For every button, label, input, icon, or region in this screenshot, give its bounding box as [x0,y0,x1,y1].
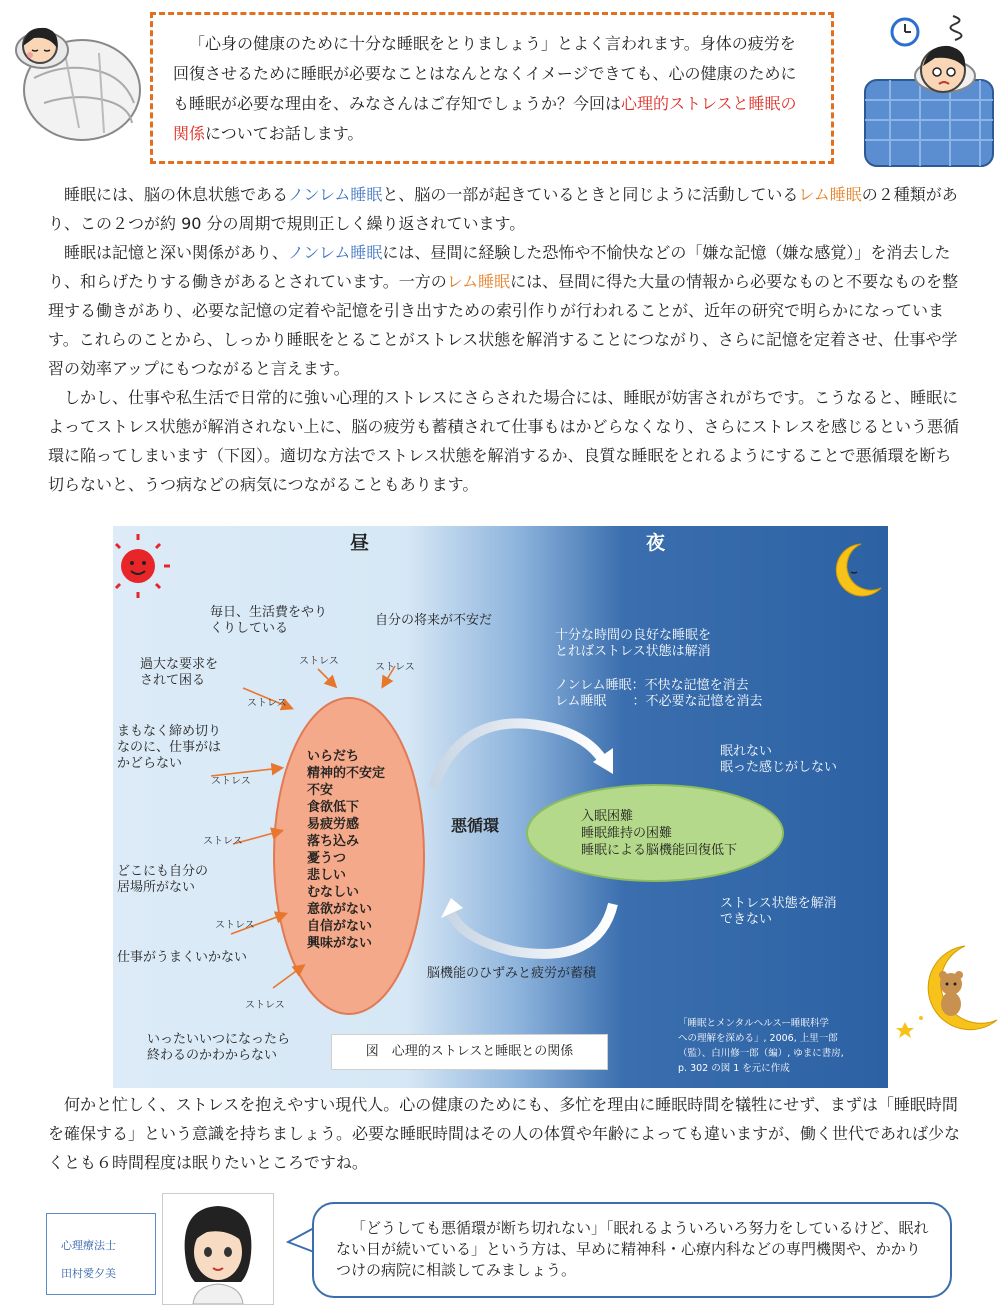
bear-moon-illustration [895,940,1000,1040]
author-portrait [162,1193,274,1305]
nonrem-term: ノンレム睡眠 [288,243,383,262]
stress-sleep-figure [113,526,888,1088]
insomnia-person-illustration [845,10,995,170]
paragraph-3: しかし、仕事や私生活で日常的に強い心理的ストレスにさらされた場合には、睡眠が妨害されがちです。こうなると、睡眠によってストレス状態が解消されない上に、脳の疲労も蓄積されて仕事もはかどらなくなり、さらにストレスを感じるという悪循環に陥ってしまいます（下図）。適切な方法でストレス状態を解消するか、良質な睡眠をとれるようにすることで悪循環を断ち切らないと、うつ病などの病気につながることもあります。 [48,388,960,494]
paragraph-2: 睡眠は記憶と深い関係があり、ノンレム睡眠には、昼間に経験した恐怖や不愉快などの「嫌な記憶（嫌な感覚）」を消去したり、和らげたりする働きがあるとされています。一方のレム睡眠には、昼間に得た大量の情報から必要なものと不要なものを整理する働きがあり、必要な記憶の定着や記憶を引き出すための索引作りが行われることが、近年の研究で明らかになっています。これらのことから、しっかり睡眠をとることがストレス状態を解消することにつながり、さらに記憶を定着させ、仕事や学習の効率アップにもつながると言えます。 [48,243,959,378]
figure-caption: 図 心理的ストレスと睡眠との関係 [331,1034,608,1070]
stressor-living-costs: 毎日、生活費をやり くりしている [210,605,328,636]
stressor-work: 仕事がうまくいかない [117,950,248,965]
sleeping-person-illustration [4,8,144,148]
stressor-deadline: まもなく締め切り なのに、仕事がは かどらない [117,724,222,771]
stress-label: ストレス [211,776,251,787]
figure-citation: 「睡眠とメンタルヘルスー睡眠科学 への理解を深める」, 2006, 上里一郎 （監）、白川修一郎（編）, ゆまに書房, p. 302 の図 1 を元に作成 [678,1018,844,1074]
rem-term: レム睡眠 [446,272,511,291]
speech-bubble [312,1202,952,1298]
stress-label: ストレス [245,1000,285,1011]
stressor-no-place: どこにも自分の 居場所がない [117,864,209,895]
speech-text: 「どうしても悪循環が断ち切れない」「眠れるよういろいろ努力をしているけど、眠れない日が続いている」という方は、早めに精神科・心療内科などの専門機関や、かかりつけの病院に相談してみましょう。 [336,1219,929,1279]
sun-icon [113,534,170,598]
cannot-sleep-text: 眠れない 眠った感じがしない [720,744,838,775]
good-sleep-text: 十分な時間の良好な睡眠を とればストレス状態は解消 [555,628,712,659]
day-label: 昼 [350,532,370,554]
stress-label: ストレス [203,836,243,847]
stress-label: ストレス [247,698,287,709]
closing-paragraph: 何かと忙しく、ストレスを抱えやすい現代人。心の健康のためにも、多忙を理由に睡眠時間を犠牲にせず、まずは「睡眠時間を確保する」という意識を持ちましょう。必要な睡眠時間はその人の体質や年齢によっても違いますが、働く世代であれば少なくとも６時間程度は眠りたいところですね。 [48,1095,961,1172]
stress-label: ストレス [299,656,339,667]
stressor-endless: いったいいつになったら 終わるのかわからない [147,1032,291,1063]
sleep-problem-list: 入眠困難 睡眠維持の困難 睡眠による脳機能回復低下 [581,809,738,858]
nonrem-term: ノンレム睡眠 [288,185,383,204]
stressor-future: 自分の将来が不安だ [375,613,493,628]
brain-fatigue-text: 脳機能のひずみと疲労が蓄積 [427,966,597,981]
stress-label: ストレス [215,920,255,931]
vicious-cycle-label: 悪循環 [451,816,500,835]
intro-box [150,12,834,164]
author-name: 田村愛夕美 [61,1267,116,1280]
stressor-demands: 過大な要求を されて困る [140,657,219,688]
intro-text: 「心身の健康のために十分な睡眠をとりましょう」とよく言われます。身体の疲労を回復させるために睡眠が必要なことはなんとなくイメージできても、心の健康のためにも睡眠が必要な理由を、みなさんはご存知でしょうか？今回は心理的ストレスと睡眠の関係についてお話します。 [173,34,797,143]
night-label: 夜 [646,532,666,554]
author-title: 心理療法士 [61,1239,116,1252]
sleep-types-text: ノンレム睡眠：不快な記憶を消去 レム睡眠 ：不必要な記憶を消去 [555,678,763,709]
moon-icon [836,544,881,596]
closing-text [48,1090,960,1177]
rem-term: レム睡眠 [798,185,862,204]
cannot-resolve-text: ストレス状態を解消 できない [720,896,837,927]
intro-highlight: 心理的ストレスと睡眠の関係 [173,94,797,143]
stress-label: ストレス [375,662,415,673]
author-box [46,1213,156,1295]
symptom-list: いらだち 精神的不安定 不安 食欲低下 易疲労感 落ち込み 憂うつ 悲しい むなしい 意欲がない 自信がない 興味がない [307,749,386,951]
paragraph-1: 睡眠には、脳の休息状態であるノンレム睡眠と、脳の一部が起きているときと同じように活動しているレム睡眠の２種類があり、この２つが約 90 分の周期で規則正しく繰り返されています。 [48,185,958,233]
body-text [48,180,960,499]
